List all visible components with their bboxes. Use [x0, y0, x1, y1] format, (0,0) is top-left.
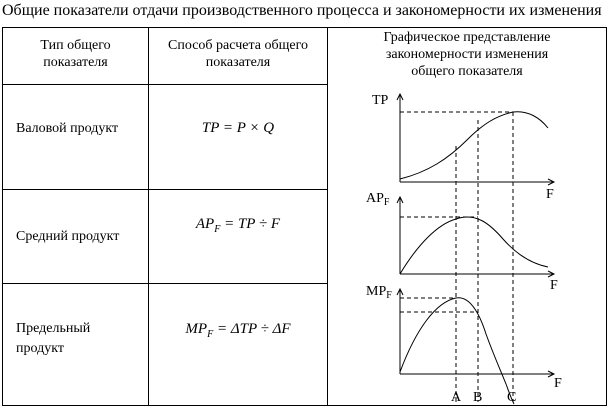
- production-curves-graph: [328, 84, 606, 405]
- row-divider-1: [2, 189, 327, 190]
- mp-x-label: F: [554, 376, 562, 391]
- point-a-label: A: [451, 390, 462, 405]
- row-label-marginal-product: Предельный продукт: [16, 321, 91, 356]
- page-title: Общие показатели отдачи производственного процесса и закономерности их изменения: [2, 2, 602, 19]
- tp-axis-label: TP: [372, 93, 389, 108]
- table-border-top: [2, 27, 607, 28]
- mp-axis-label: $MP_F$: [366, 284, 392, 301]
- row-label-gross-product: Валовой продукт: [16, 121, 119, 136]
- point-b-label: B: [473, 390, 483, 405]
- ap-x-label: F: [550, 278, 558, 293]
- formula-mp: $MP_F = \Delta TP \div \Delta F$: [185, 321, 291, 340]
- table-border-right: [606, 27, 607, 406]
- row-divider-2: [2, 283, 327, 284]
- table-border-bottom: [2, 405, 607, 406]
- tp-x-label: F: [546, 187, 554, 202]
- ap-axis-label: $AP_F$: [366, 191, 390, 208]
- indicators-table: [2, 27, 607, 406]
- mp-curve: [400, 298, 517, 405]
- formula-tp: TP = P × Q: [201, 120, 275, 136]
- header-calculation-method: Способ расчета общего показателя: [168, 38, 308, 70]
- header-indicator-type: Тип общего показателя: [40, 38, 111, 70]
- tp-curve: [400, 112, 548, 179]
- header-graphical-representation: Графическое представление закономерности изменения общего показателя: [383, 30, 551, 79]
- row-divider-header: [2, 84, 327, 85]
- ap-curve: [400, 217, 548, 274]
- point-c-label: C: [507, 390, 517, 405]
- formula-ap: $AP_F$ = TP ÷ F: [195, 216, 281, 235]
- row-label-average-product: Средний продукт: [16, 229, 120, 244]
